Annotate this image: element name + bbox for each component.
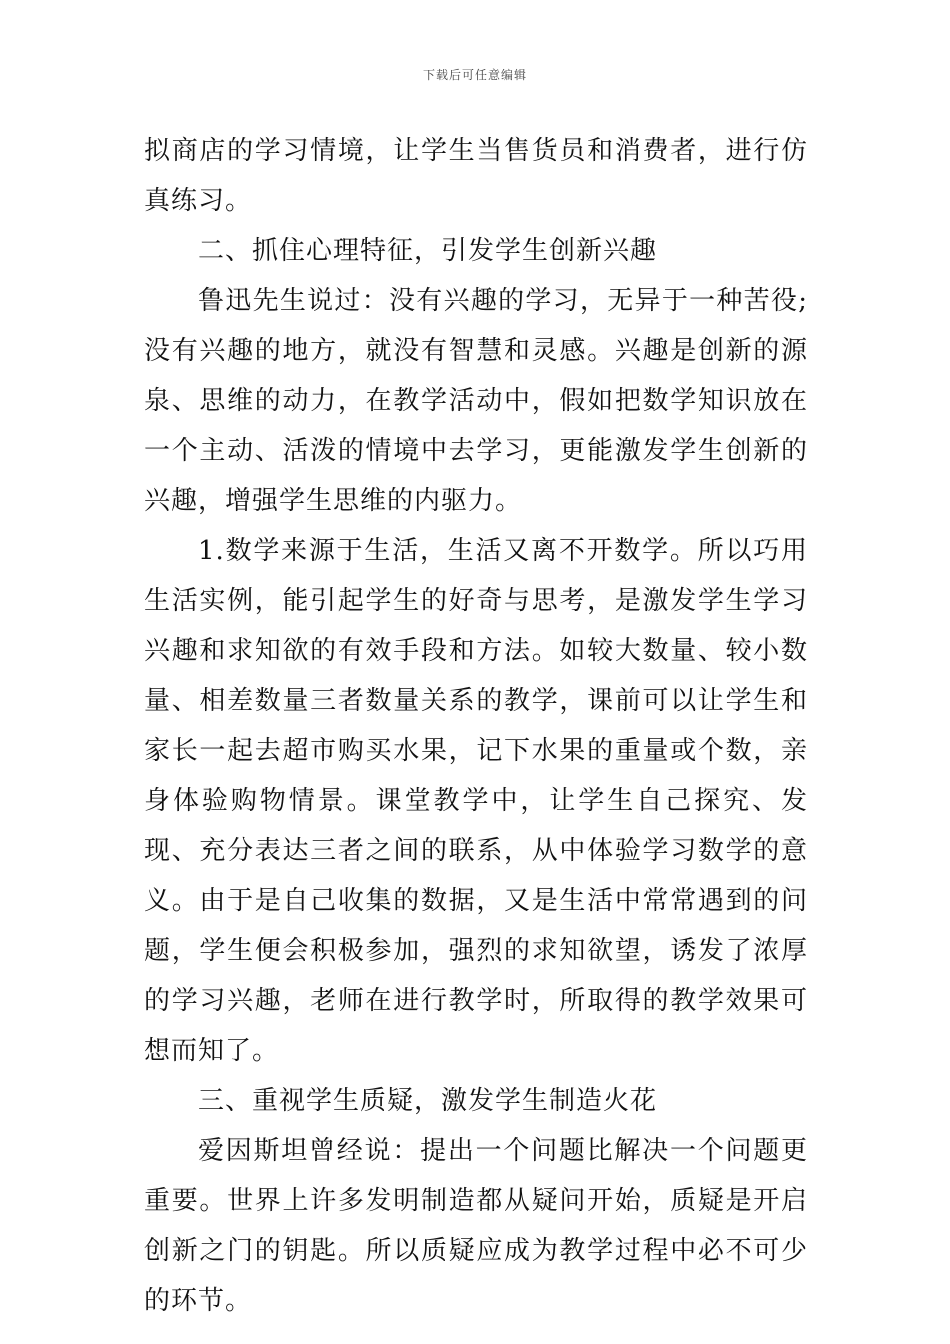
document-body xyxy=(144,126,808,1326)
body-paragraph: 拟商店的学习情境，让学生当售货员和消费者，进行仿真练习。 xyxy=(144,136,808,216)
body-paragraph: 爱因斯坦曾经说：提出一个问题比解决一个问题更重要。世界上许多发明制造都从疑问开始，质疑是开启创新之门的钥匙。所以质疑应成为教学过程中必不可少的环节。 xyxy=(144,1136,808,1316)
section-heading: 二、抓住心理特征，引发学生创新兴趣 xyxy=(198,236,658,266)
body-paragraph: 鲁迅先生说过：没有兴趣的学习，无异于一种苦役;没有兴趣的地方，就没有智慧和灵感。兴趣是创新的源泉、思维的动力，在教学活动中，假如把数学知识放在一个主动、活泼的情境中去学习，更能激发学生创新的兴趣，增强学生思维的内驱力。 xyxy=(144,286,808,516)
section-heading: 三、重视学生质疑，激发学生制造火花 xyxy=(198,1086,658,1116)
page-header: 下载后可任意编辑 xyxy=(422,68,527,82)
body-paragraph: 1.数学来源于生活，生活又离不开数学。所以巧用生活实例，能引起学生的好奇与思考，是激发学生学习兴趣和求知欲的有效手段和方法。如较大数量、较小数量、相差数量三者数量关系的教学，课前可以让学生和家长一起去超市购买水果，记下水果的重量或个数，亲身体验购物情景。课堂教学中，让学生自己探究、发现、充分表达三者之间的联系，从中体验学习数学的意义。由于是自己收集的数据，又是生活中常常遇到的问题，学生便会积极参加，强烈的求知欲望，诱发了浓厚的学习兴趣，老师在进行教学时，所取得的教学效果可想而知了。 xyxy=(144,536,808,1066)
